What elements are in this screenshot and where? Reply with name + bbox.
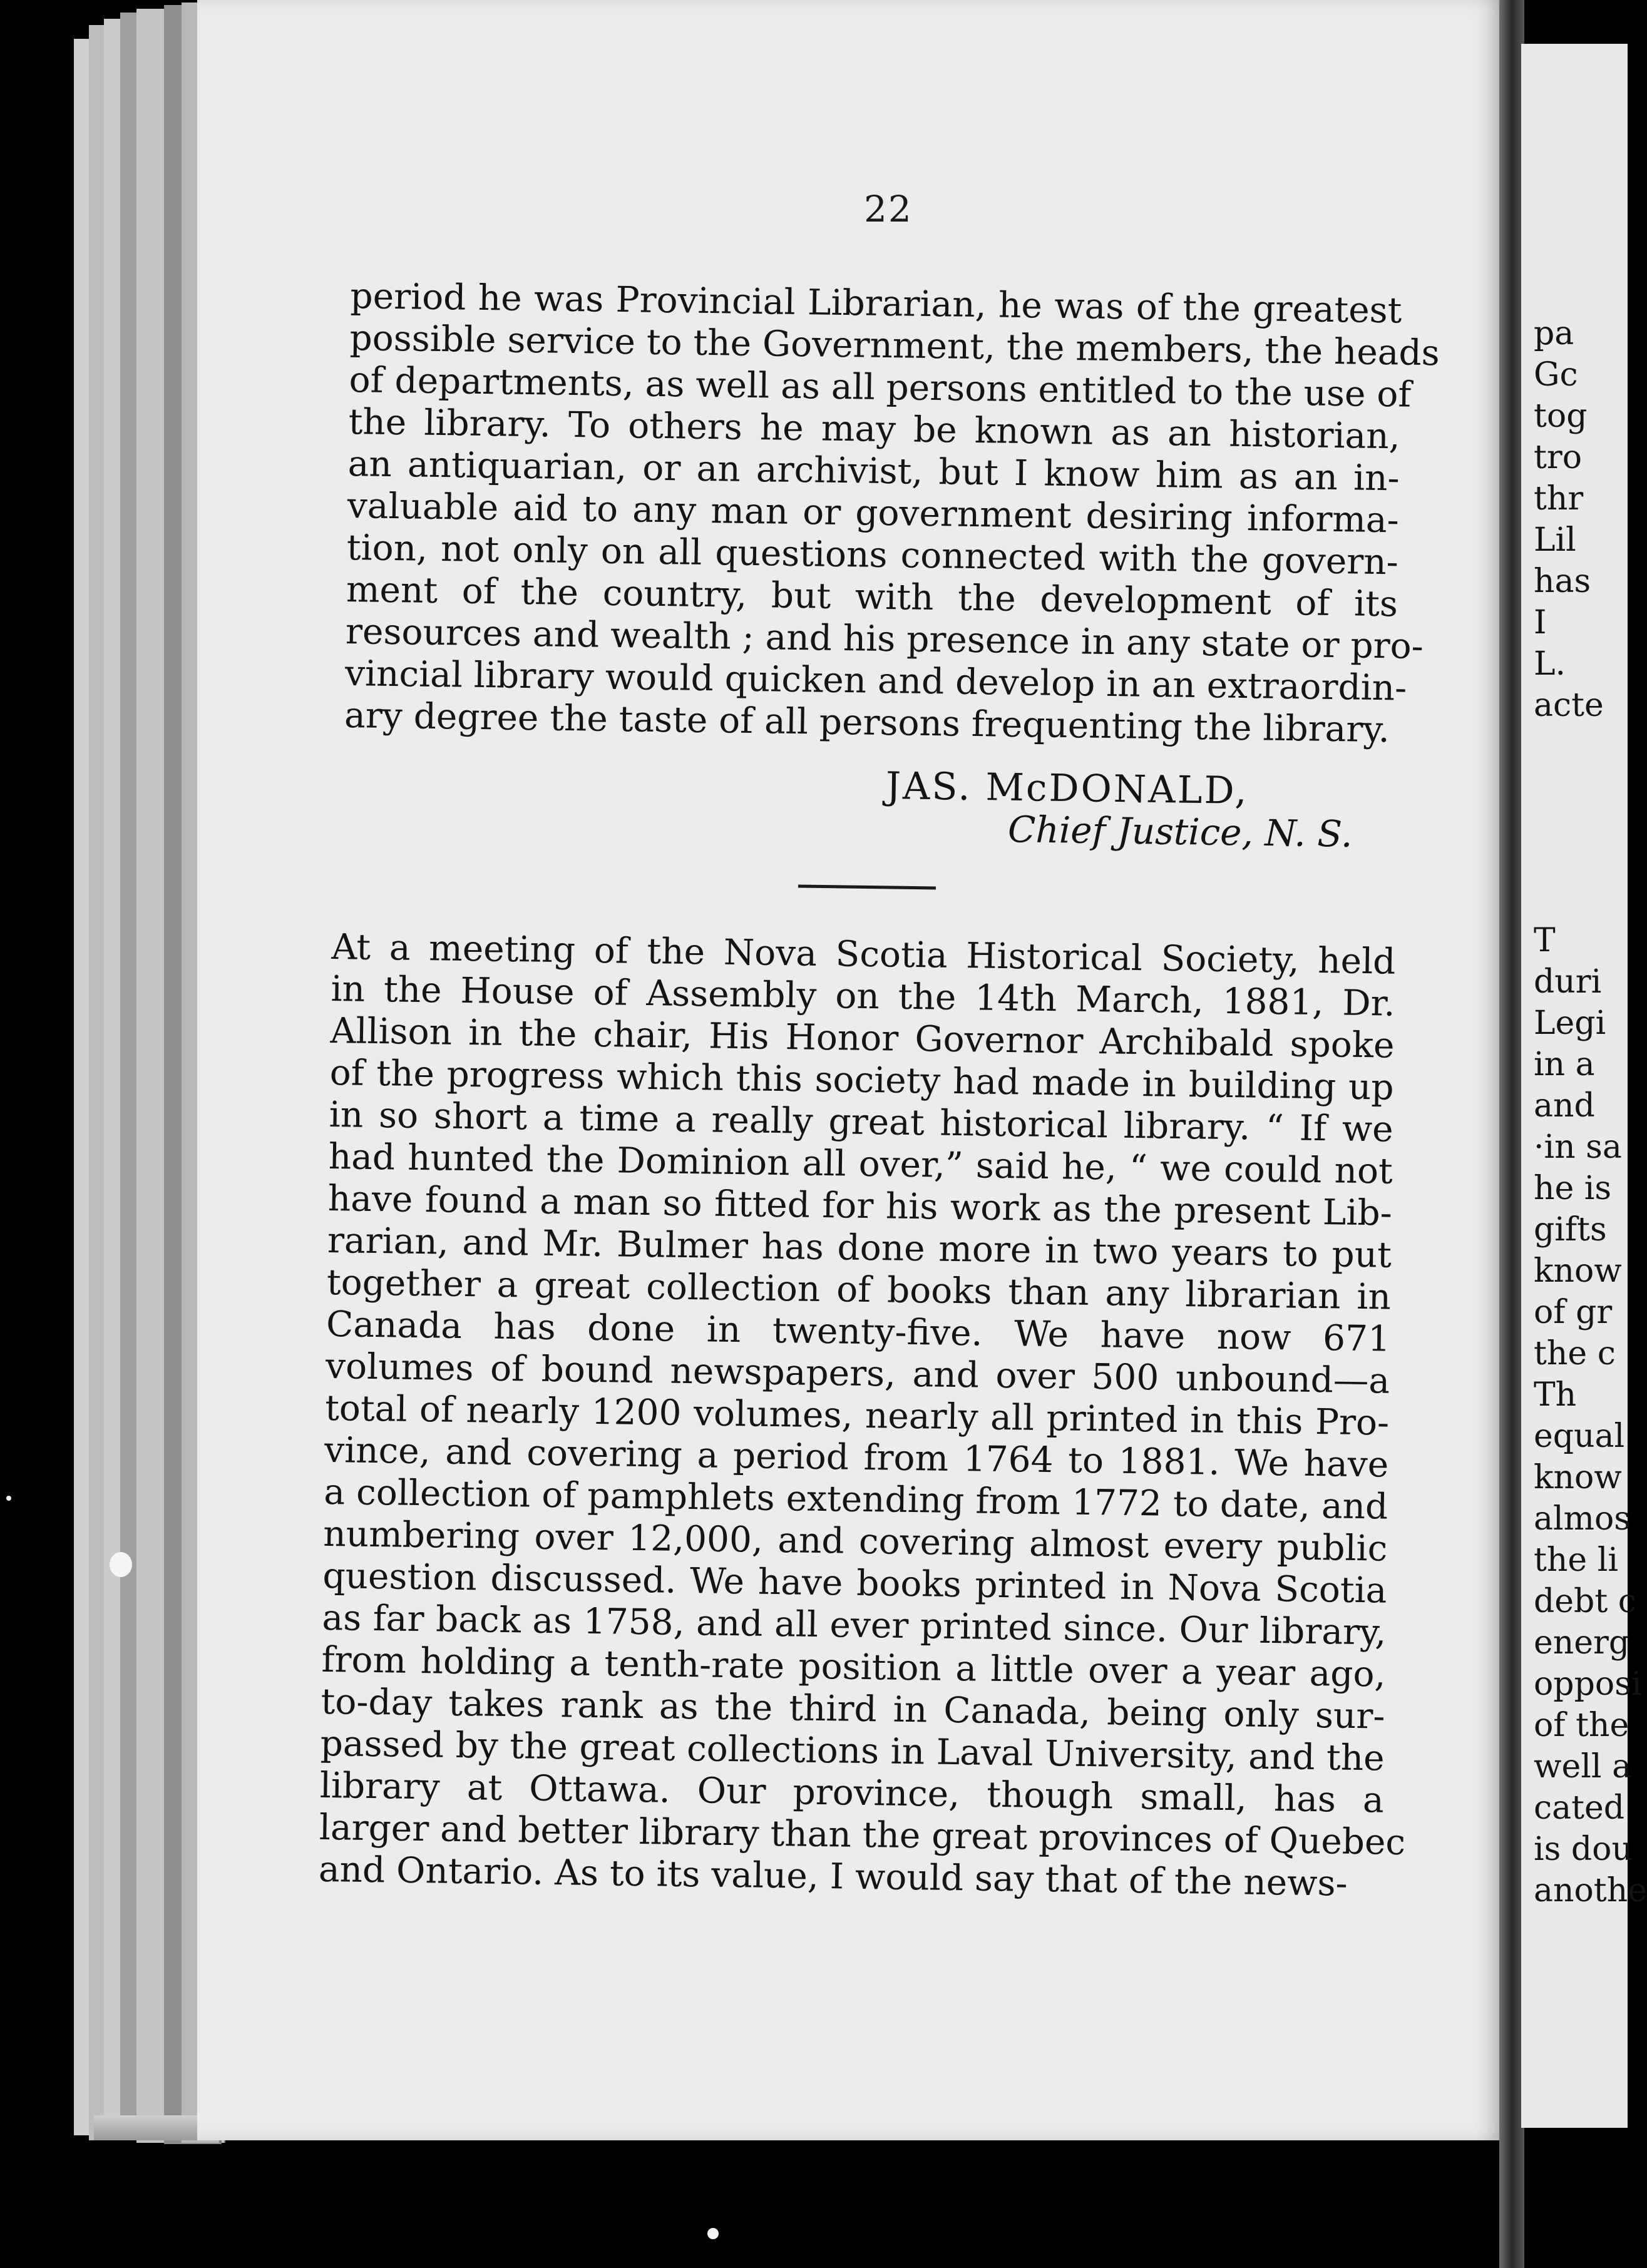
right-page-text-top bbox=[1534, 313, 1604, 726]
text-line: Allison in the chair, His Honor Governor Archibald spoke bbox=[330, 1010, 1395, 1066]
signature-name: JAS. McDONALD, bbox=[885, 764, 1249, 814]
right-page-fragment: anothe bbox=[1534, 1872, 1647, 1909]
text-line: numbering over 12,000, and covering almost every public bbox=[322, 1513, 1388, 1570]
right-page-fragment: almos bbox=[1534, 1500, 1631, 1538]
right-page-fragment: equal bbox=[1534, 1418, 1625, 1455]
text-line: in the House of Assembly on the 14th March, 1881, Dr. bbox=[331, 968, 1395, 1024]
text-line: had hunted the Dominion all over,” said he, “ we could not bbox=[328, 1136, 1393, 1192]
page-number: 22 bbox=[864, 188, 913, 230]
text-line: Canada has done in twenty-five. We have now 671 bbox=[326, 1304, 1391, 1360]
paragraph-2 bbox=[318, 926, 1406, 1906]
right-page-fragment: has bbox=[1534, 563, 1591, 600]
text-line: passed by the great collections in Laval University, and the bbox=[320, 1723, 1385, 1779]
right-page bbox=[1521, 44, 1647, 2128]
right-page-fragment: Lil bbox=[1534, 521, 1576, 559]
right-page-fragment: thr bbox=[1534, 480, 1584, 518]
right-page-fragment: T bbox=[1534, 922, 1556, 959]
text-line: ment of the country, but with the development of its bbox=[346, 569, 1398, 625]
text-line: library at Ottawa. Our province, though small, has a bbox=[319, 1765, 1385, 1821]
right-page-fragment: acte bbox=[1534, 687, 1604, 724]
signature-title: Chief Justice, N. S. bbox=[1007, 808, 1353, 856]
text-line: as far back as 1758, and all ever printed since. Our library, bbox=[322, 1597, 1387, 1653]
right-page-fragment: is dou bbox=[1534, 1831, 1633, 1868]
scan-speck bbox=[110, 1552, 132, 1577]
right-page-fragment: Th bbox=[1534, 1376, 1577, 1414]
right-page-fragment: in a bbox=[1534, 1046, 1595, 1083]
text-line: tion, not only on all questions connected with the govern- bbox=[346, 527, 1399, 583]
right-page-fragment: the li bbox=[1534, 1541, 1618, 1579]
text-line: possible service to the Government, the members, the heads bbox=[349, 317, 1440, 374]
right-page-fragment: the c bbox=[1534, 1335, 1616, 1372]
text-line: and Ontario. As to its value, I would say that of the news- bbox=[318, 1849, 1348, 1904]
text-line: together a great collection of books than any librarian in bbox=[326, 1262, 1392, 1318]
text-line: vincial library would quicken and develop in an extraordin- bbox=[344, 653, 1407, 709]
right-page-fragment: know bbox=[1534, 1252, 1622, 1290]
text-line: from holding a tenth-rate position a little over a year ago, bbox=[321, 1639, 1386, 1695]
text-line: resources and wealth ; and his presence in any state or pro- bbox=[345, 611, 1424, 667]
right-page-fragment: of the bbox=[1534, 1707, 1629, 1744]
right-page-fragment: energ bbox=[1534, 1624, 1630, 1662]
right-page-fragment: well a bbox=[1534, 1748, 1632, 1785]
book-gutter bbox=[1499, 0, 1524, 2268]
right-page-fragment: tro bbox=[1534, 439, 1583, 476]
text-line: an antiquarian, or an archivist, but I know him as an in- bbox=[347, 443, 1400, 499]
right-page-fragment: Gc bbox=[1534, 356, 1578, 394]
right-page-fragment: gifts bbox=[1534, 1211, 1607, 1249]
right-page-text-bottom bbox=[1534, 920, 1647, 1911]
right-page-fragment: duri bbox=[1534, 963, 1602, 1001]
right-page-fragment: pa bbox=[1534, 315, 1574, 352]
text-line: a collection of pamphlets extending from 1772 to date, and bbox=[323, 1471, 1388, 1528]
text-line: At a meeting of the Nova Scotia Historical Society, held bbox=[331, 926, 1396, 983]
right-page-fragment: know bbox=[1534, 1459, 1622, 1496]
text-line: ary degree the taste of all persons frequenting the library. bbox=[344, 695, 1390, 751]
text-line: volumes of bound newspapers, and over 500 unbound—a bbox=[325, 1346, 1390, 1402]
right-page-fragment: debt c bbox=[1534, 1583, 1636, 1620]
right-page-fragment: he is bbox=[1534, 1170, 1612, 1207]
right-page-fragment: Legi bbox=[1534, 1004, 1606, 1042]
text-line: of departments, as well as all persons entitled to the use of bbox=[349, 359, 1412, 416]
right-page-fragment: opposi bbox=[1534, 1665, 1642, 1703]
text-line: period he was Provincial Librarian, he was of the greatest bbox=[350, 275, 1402, 332]
right-page-fragment: and bbox=[1534, 1087, 1595, 1125]
text-line: in so short a time a really great historical library. “ If we bbox=[329, 1094, 1394, 1150]
text-line: vince, and covering a period from 1764 to 1881. We have bbox=[324, 1429, 1389, 1486]
scan-speck bbox=[707, 2228, 719, 2239]
text-line: question discussed. We have books printed in Nova Scotia bbox=[322, 1555, 1387, 1612]
text-line: total of nearly 1200 volumes, nearly all printed in this Pro- bbox=[324, 1387, 1390, 1444]
paragraph-1 bbox=[344, 275, 1440, 751]
text-line: to-day takes rank as the third in Canada, being only sur- bbox=[321, 1681, 1385, 1737]
right-page-fragment: L. bbox=[1534, 645, 1566, 683]
text-line: the library. To others he may be known as an historian, bbox=[348, 401, 1401, 457]
text-line: have found a man so fitted for his work as the present Lib- bbox=[327, 1178, 1393, 1234]
right-page-fragment: tog bbox=[1534, 397, 1588, 435]
text-line: of the progress which this society had made in building up bbox=[329, 1052, 1395, 1108]
text-line: larger and better library than the great provinces of Quebec bbox=[319, 1807, 1406, 1864]
text-line: valuable aid to any man or government desiring informa- bbox=[347, 485, 1400, 541]
right-page-fragment: ·in sa bbox=[1534, 1128, 1622, 1166]
text-line: rarian, and Mr. Bulmer has done more in two years to put bbox=[327, 1220, 1392, 1276]
right-page-fragment: of gr bbox=[1534, 1294, 1613, 1331]
scan-speck bbox=[6, 1496, 11, 1501]
right-page-fragment: cated bbox=[1534, 1789, 1625, 1827]
right-page-fragment: I bbox=[1534, 604, 1547, 641]
